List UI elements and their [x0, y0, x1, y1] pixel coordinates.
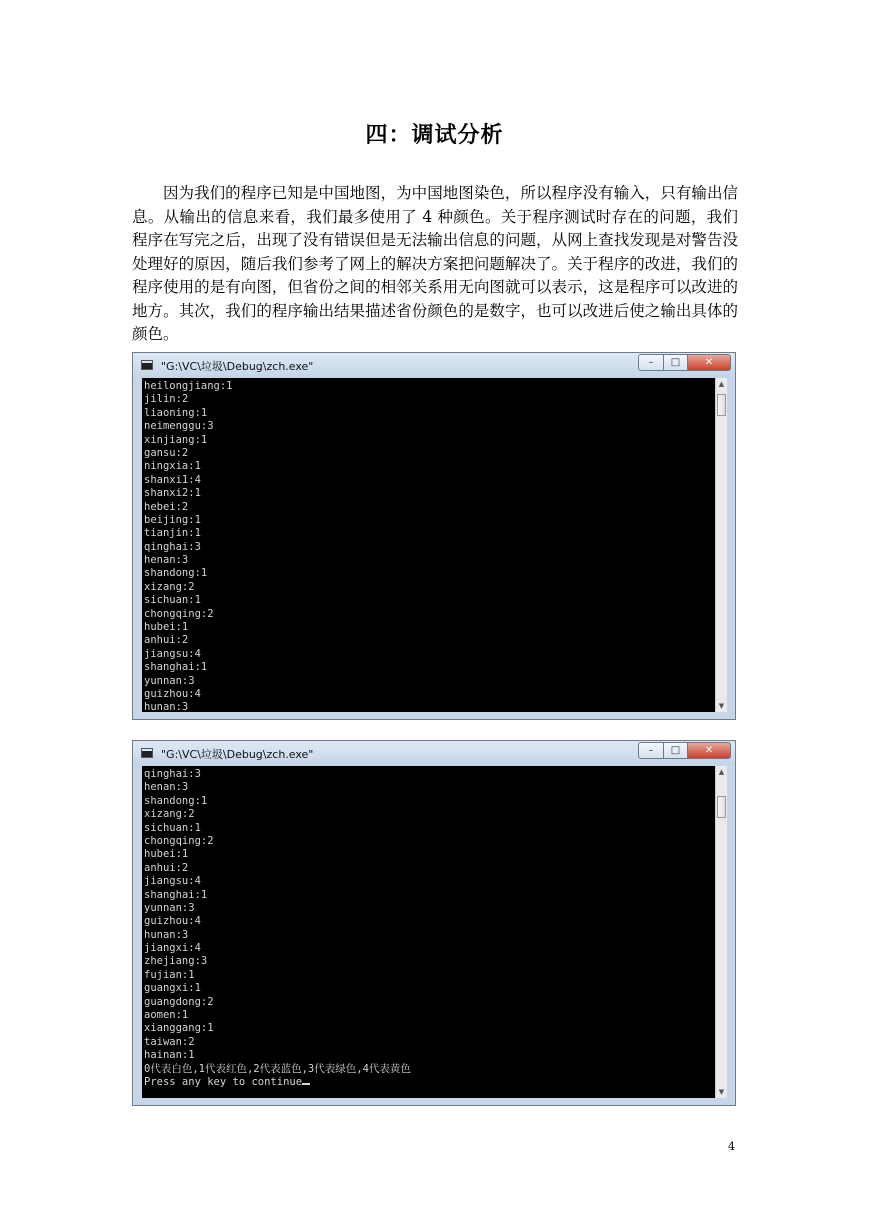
console-line: yunnan:3: [144, 901, 195, 914]
maximize-button[interactable]: □: [663, 742, 688, 759]
minimize-button[interactable]: –: [638, 354, 664, 371]
section-heading: 四：调试分析: [365, 122, 504, 148]
close-button[interactable]: ✕: [687, 354, 731, 371]
window-title-bar[interactable]: [133, 741, 735, 766]
console-line: Press any key to continue: [144, 1076, 715, 1089]
console-line: neimenggu:3: [144, 420, 214, 433]
console-line: xizang:2: [144, 808, 195, 821]
console-app-icon: [141, 748, 153, 758]
console-output: [142, 766, 715, 1098]
vertical-scrollbar[interactable]: [715, 766, 727, 1098]
console-line: hunan:3: [144, 701, 189, 712]
console-line: sichuan:1: [144, 821, 201, 834]
console-line: jiangxi:4: [144, 942, 201, 955]
scroll-up-arrow-icon[interactable]: ▲: [718, 380, 725, 388]
console-line: qinghai:3: [144, 768, 201, 780]
window-title-bar[interactable]: [133, 353, 735, 378]
console-line: hainan:1: [144, 1049, 195, 1062]
console-window-2: [132, 740, 736, 1106]
console-line: jiangsu:4: [144, 647, 201, 660]
scroll-down-arrow-icon[interactable]: ▼: [718, 1088, 725, 1096]
console-window-1: [132, 352, 736, 720]
console-line: taiwan:2: [144, 1035, 195, 1048]
console-line: xinjiang:1: [144, 433, 208, 446]
scrollbar-thumb[interactable]: [717, 394, 726, 416]
vertical-scrollbar[interactable]: [715, 378, 727, 712]
console-line: shanxi2:1: [144, 487, 201, 500]
text-cursor: [302, 1083, 310, 1085]
page-number: 4: [728, 1140, 735, 1153]
console-line: henan:3: [144, 554, 189, 567]
console-line: jilin:2: [144, 393, 189, 406]
console-line: henan:3: [144, 781, 189, 794]
console-line: hubei:1: [144, 848, 189, 861]
console-line: xianggang:1: [144, 1022, 214, 1035]
window-title: "G:\VC\垃圾\Debug\zch.exe": [161, 360, 314, 373]
console-output: [142, 378, 715, 712]
console-line: shanghai:1: [144, 888, 208, 901]
console-line: hubei:1: [144, 621, 189, 634]
console-line: shanghai:1: [144, 661, 208, 674]
console-line: shandong:1: [144, 567, 208, 580]
console-line: ningxia:1: [144, 460, 201, 473]
console-line: beijing:1: [144, 513, 201, 526]
console-line: 0代表白色,1代表红色,2代表蓝色,3代表绿色,4代表黄色: [144, 1062, 411, 1075]
console-line: qinghai:3: [144, 540, 201, 553]
console-line: zhejiang:3: [144, 955, 208, 968]
console-line: anhui:2: [144, 634, 189, 647]
console-line: guizhou:4: [144, 915, 201, 928]
console-line: xizang:2: [144, 580, 195, 593]
console-line: guangxi:1: [144, 982, 201, 995]
console-line: gansu:2: [144, 446, 189, 459]
console-app-icon: [141, 360, 153, 370]
console-line: guangdong:2: [144, 995, 214, 1008]
console-line: aomen:1: [144, 1009, 189, 1022]
scroll-up-arrow-icon[interactable]: ▲: [718, 768, 725, 776]
body-paragraph: 因为我们的程序已知是中国地图，为中国地图染色，所以程序没有输入，只有输出信息。从输出的信息来看，我们最多使用了 4 种颜色。关于程序测试时存在的问题，我们程序在写完之后，出现了没有错误但是无法输出信息的问题，从网上查找发现是对警告没处理好的原因，随后我们参考了网上的解决方案把问题解决了。关于程序的改进，我们的程序使用的是有向图，但省份之间的相邻关系用无向图就可以表示，这是程序可以改进的地方。其次，我们的程序输出结果描述省份颜色的是数字，也可以改进后使之输出具体的颜色。: [132, 184, 738, 343]
console-line: liaoning:1: [144, 406, 208, 419]
console-line: chongqing:2: [144, 834, 214, 847]
console-line: jiangsu:4: [144, 875, 201, 888]
minimize-button[interactable]: –: [638, 742, 664, 759]
console-line: guizhou:4: [144, 687, 201, 700]
console-line: chongqing:2: [144, 607, 214, 620]
close-button[interactable]: ✕: [687, 742, 731, 759]
console-line: shandong:1: [144, 794, 208, 807]
console-line: sichuan:1: [144, 594, 201, 607]
scrollbar-thumb[interactable]: [717, 796, 726, 818]
console-line: hebei:2: [144, 500, 189, 513]
console-line: shanxi1:4: [144, 473, 201, 486]
console-line: hunan:3: [144, 928, 189, 941]
console-line: tianjin:1: [144, 527, 201, 540]
console-line: yunnan:3: [144, 674, 195, 687]
console-line: fujian:1: [144, 968, 195, 981]
scroll-down-arrow-icon[interactable]: ▼: [718, 702, 725, 710]
console-line: anhui:2: [144, 861, 189, 874]
window-title: "G:\VC\垃圾\Debug\zch.exe": [161, 748, 314, 761]
console-line: heilongjiang:1: [144, 380, 233, 392]
maximize-button[interactable]: □: [663, 354, 688, 371]
